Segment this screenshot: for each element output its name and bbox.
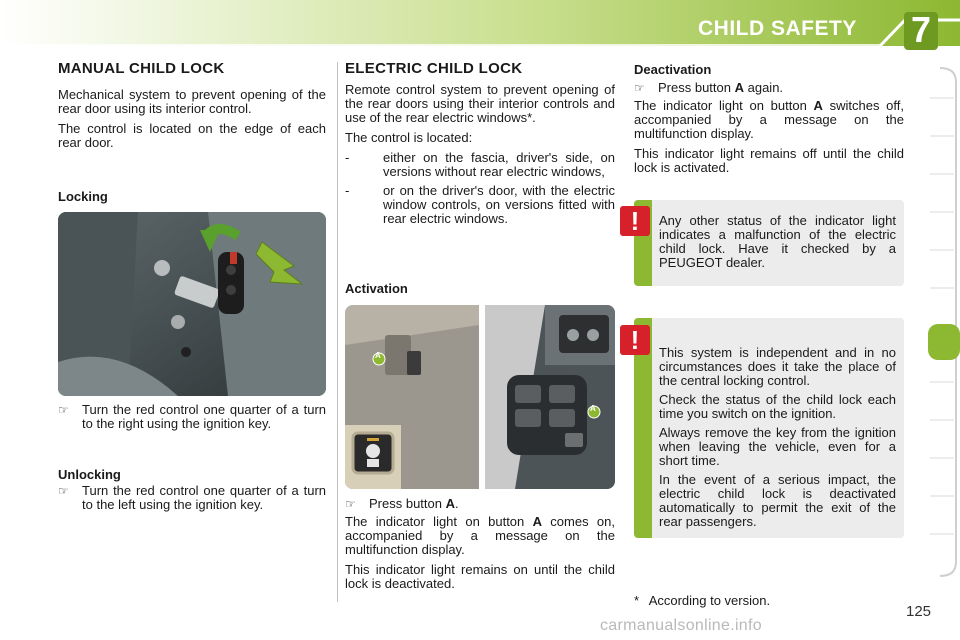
unlocking-steps — [58, 484, 326, 512]
warning-text-malfunction: Any other status of the indicator light indicates a malfunction of the electric child lock. Have it checked by a PEUGEOT dealer. — [659, 213, 896, 270]
warning-icon: ! — [620, 206, 650, 236]
button-a-label: A — [375, 351, 381, 360]
electric-lock-photo — [345, 305, 615, 489]
location-item: - or on the driver's door, with the electric window controls, on versions fitted with rear electric windows. — [345, 183, 615, 226]
deactivation-heading: Deactivation — [634, 62, 712, 77]
active-chapter-tab — [928, 324, 960, 360]
manual-heading: MANUAL CHILD LOCK — [58, 60, 225, 77]
locking-heading: Locking — [58, 189, 108, 204]
electric-heading: ELECTRIC CHILD LOCK — [345, 60, 523, 77]
manual-child-lock-section — [58, 62, 326, 156]
door-edge-photo — [58, 212, 326, 396]
deactivation-indicator: The indicator light on button A switches off, accompanied by a message on the multifunction display. — [634, 98, 904, 141]
page-title: CHILD SAFETY — [698, 17, 857, 40]
unlocking-step: ☞ Turn the red control one quarter of a turn to the left using the ignition key. — [58, 483, 326, 512]
activation-step: ☞ Press button A. — [345, 496, 459, 511]
manual-intro: Mechanical system to prevent opening of the rear door using its interior control. — [58, 87, 326, 116]
unlocking-heading: Unlocking — [58, 467, 121, 482]
footnote: * According to version. — [634, 593, 771, 608]
hand-pointer-icon: ☞ — [58, 484, 69, 498]
deactivation-step: ☞ Press button A again. — [634, 80, 784, 95]
manual-location: The control is located on the edge of each rear door. — [58, 121, 326, 150]
deactivation-section — [634, 63, 904, 181]
watermark: carmanualsonline.info — [600, 617, 762, 634]
electric-located: The control is located: — [345, 130, 473, 145]
deactivation-remains: This indicator light remains off until the child lock is activated. — [634, 146, 904, 175]
activation-indicator: The indicator light on button A comes on, accompanied by a message on the multifunction display. — [345, 514, 615, 557]
electric-child-lock-section — [345, 62, 615, 231]
hand-pointer-icon: ☞ — [345, 497, 356, 511]
hand-pointer-icon: ☞ — [58, 403, 69, 417]
locking-step: ☞ Turn the red control one quarter of a turn to the right using the ignition key. — [58, 402, 326, 431]
warning-icon: ! — [620, 325, 650, 355]
activation-steps — [345, 497, 615, 597]
activation-remains: This indicator light remains on until the child lock is deactivated. — [345, 562, 615, 591]
locking-steps — [58, 403, 326, 431]
location-item: - either on the fascia, driver's side, on versions without rear electric windows, — [345, 150, 615, 179]
electric-intro: Remote control system to prevent opening of the rear doors using their interior controls and use of the rear electric windows*. — [345, 82, 615, 125]
button-a-label: A — [590, 404, 596, 413]
page-header — [0, 0, 960, 52]
chapter-tabs — [928, 62, 960, 582]
chapter-number: 7 — [910, 9, 932, 50]
warning-text-safety: This system is independent and in no circumstances does it take the place of the central locking control. Check the status of the child lock each time you switch on the ignition. Always remove the key from the ignition when leaving the vehicle, even for a short time. In the event of a serious impact, the electric child lock is deactivated automatically to permit the exit of the rear passengers. — [659, 345, 896, 529]
hand-pointer-icon: ☞ — [634, 81, 645, 95]
page-number: 125 — [906, 603, 932, 620]
column-divider — [337, 62, 338, 602]
activation-heading: Activation — [345, 281, 408, 296]
